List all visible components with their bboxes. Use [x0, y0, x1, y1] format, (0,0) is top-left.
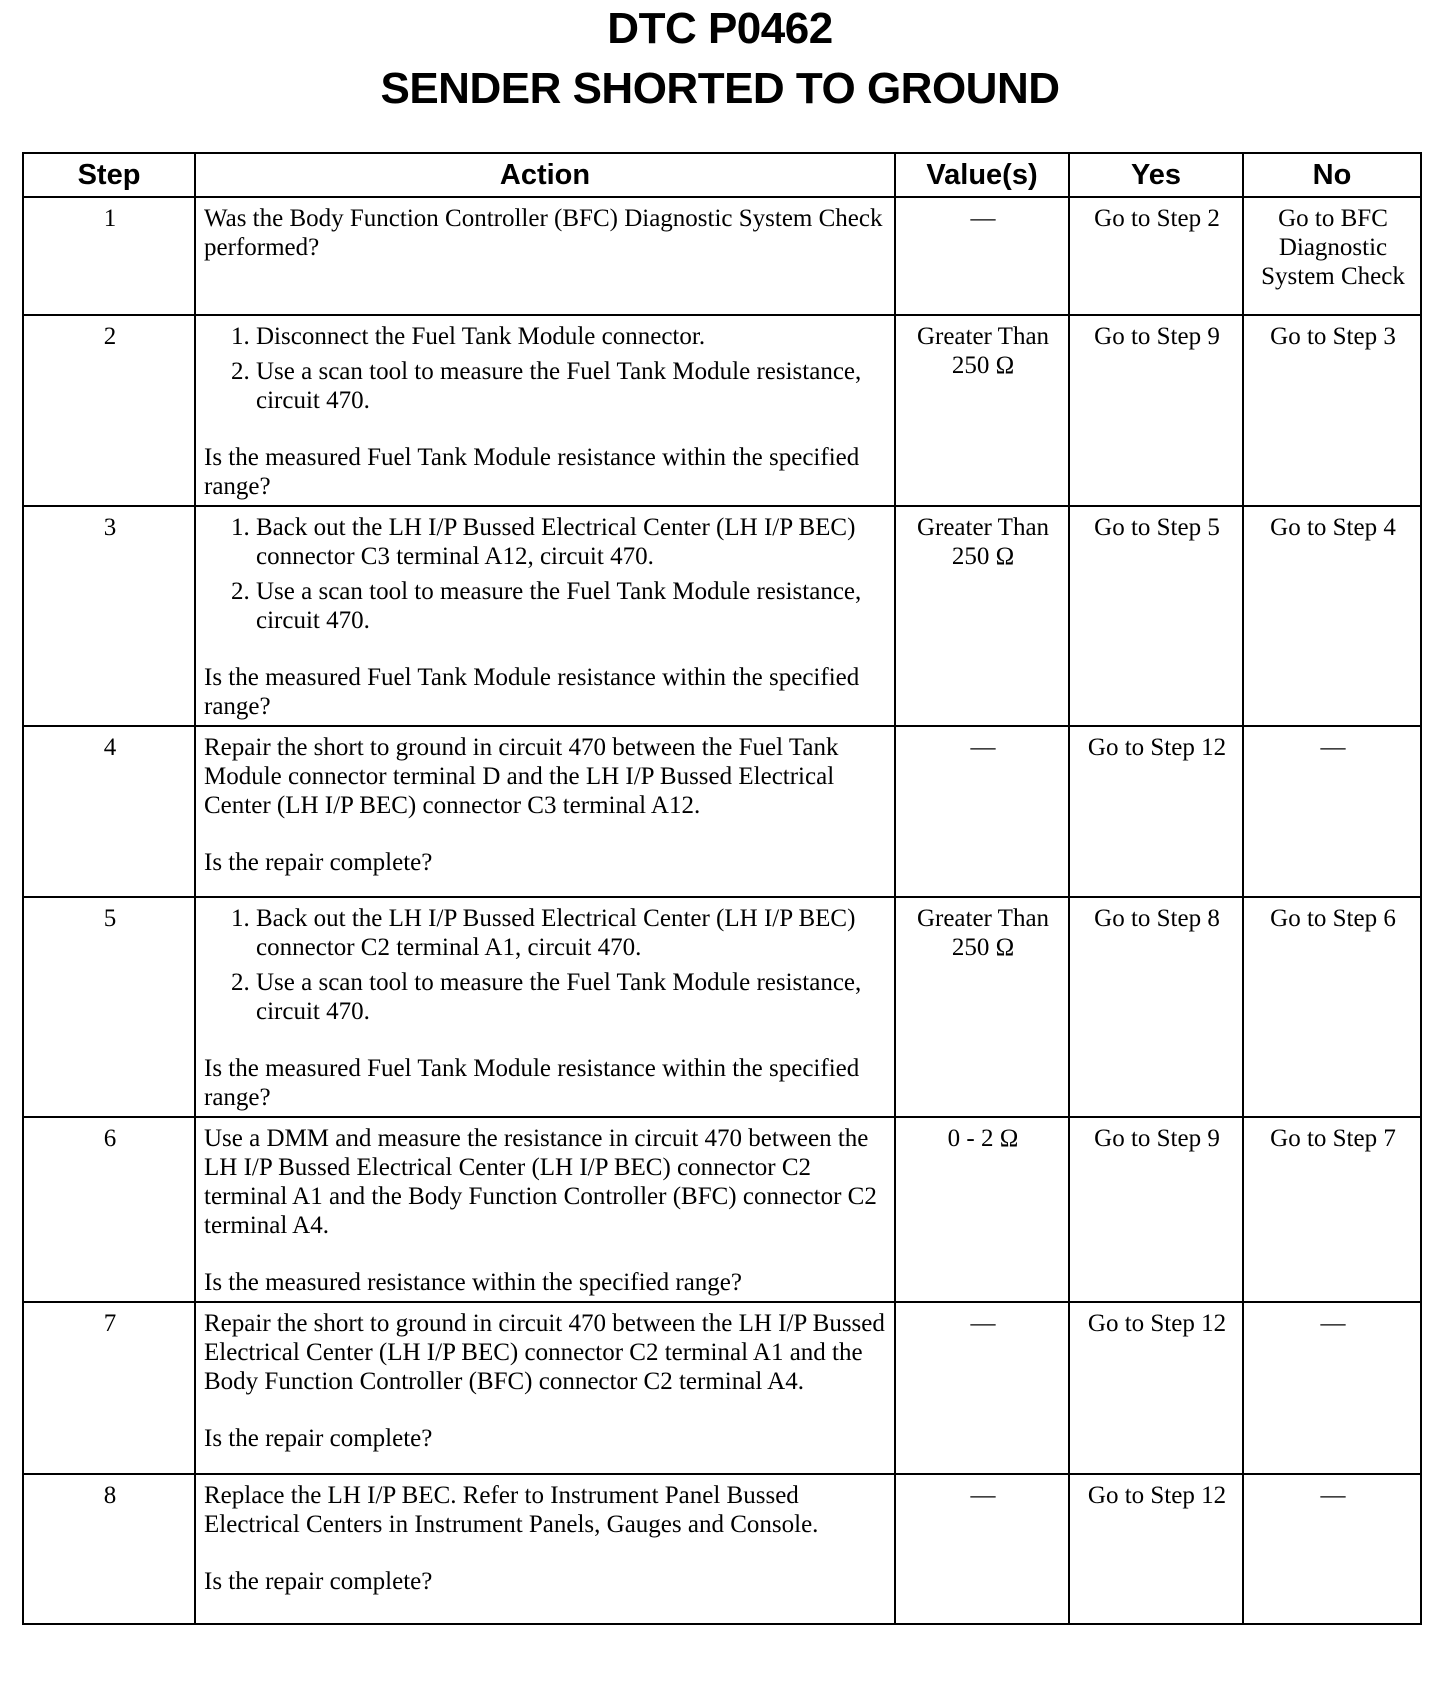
table-row — [23, 197, 1421, 315]
step-number: 7 — [23, 1302, 195, 1474]
no-cell: Go to Step 6 — [1243, 897, 1421, 1117]
action-steps-list — [204, 904, 888, 1026]
action-text: Replace the LH I/P BEC. Refer to Instrument Panel Bussed Electrical Centers in Instrument Panels, Gauges and Console. — [204, 1482, 819, 1538]
table-row — [23, 506, 1421, 726]
action-text: Was the Body Function Controller (BFC) Diagnostic System Check performed? — [204, 205, 883, 261]
value-cell: Greater Than 250 Ω — [895, 506, 1069, 726]
table-row — [23, 897, 1421, 1117]
no-cell: Go to Step 4 — [1243, 506, 1421, 726]
action-text: Repair the short to ground in circuit 470 between the LH I/P Bussed Electrical Center (LH I/P BEC) connector C2 terminal A1 and the Body Function Controller (BFC) connector C2 terminal A4. — [204, 1310, 885, 1395]
no-cell: Go to BFC Diagnostic System Check — [1243, 197, 1421, 315]
value-cell: — — [895, 726, 1069, 897]
yes-cell: Go to Step 8 — [1069, 897, 1243, 1117]
step-number: 3 — [23, 506, 195, 726]
action-cell — [195, 315, 895, 506]
step-number: 6 — [23, 1117, 195, 1302]
value-cell: Greater Than 250 Ω — [895, 315, 1069, 506]
table-row — [23, 315, 1421, 506]
diagnostic-table — [22, 152, 1422, 1625]
action-step-item: 1. Back out the LH I/P Bussed Electrical Center (LH I/P BEC) connector C3 terminal A12, circuit 470. — [256, 513, 888, 571]
step-number: 8 — [23, 1474, 195, 1624]
action-step-item: 2. Use a scan tool to measure the Fuel Tank Module resistance, circuit 470. — [256, 968, 888, 1026]
action-cell — [195, 897, 895, 1117]
table-row — [23, 726, 1421, 897]
yes-cell: Go to Step 2 — [1069, 197, 1243, 315]
action-question: Is the repair complete? — [204, 1568, 433, 1595]
yes-cell: Go to Step 9 — [1069, 315, 1243, 506]
no-cell: Go to Step 3 — [1243, 315, 1421, 506]
table-header-row — [23, 153, 1421, 197]
column-header-step: Step — [23, 153, 195, 197]
action-question: Is the repair complete? — [204, 1425, 433, 1452]
column-header-action: Action — [195, 153, 895, 197]
action-steps-list — [204, 513, 888, 635]
action-question: Is the measured Fuel Tank Module resistance within the specified range? — [204, 664, 860, 720]
yes-cell: Go to Step 12 — [1069, 1302, 1243, 1474]
action-text: Repair the short to ground in circuit 470 between the Fuel Tank Module connector terminal D and the LH I/P Bussed Electrical Center (LH I/P BEC) connector C3 terminal A12. — [204, 734, 839, 819]
yes-cell: Go to Step 12 — [1069, 1474, 1243, 1624]
action-text: Use a DMM and measure the resistance in circuit 470 between the LH I/P Bussed Electrical Center (LH I/P BEC) connector C2 terminal A1 and the Body Function Controller (BFC) connector C2 terminal A4. — [204, 1125, 877, 1239]
table-row — [23, 1302, 1421, 1474]
no-cell: — — [1243, 1474, 1421, 1624]
page-subtitle: SENDER SHORTED TO GROUND — [380, 64, 1060, 113]
action-cell — [195, 1302, 895, 1474]
step-number: 5 — [23, 897, 195, 1117]
page-title: DTC P0462 — [607, 4, 833, 53]
no-cell: — — [1243, 726, 1421, 897]
action-steps-list — [204, 322, 888, 415]
action-step-item: 2. Use a scan tool to measure the Fuel Tank Module resistance, circuit 470. — [256, 577, 888, 635]
action-question: Is the measured Fuel Tank Module resistance within the specified range? — [204, 444, 860, 500]
yes-cell: Go to Step 9 — [1069, 1117, 1243, 1302]
action-step-item: 2. Use a scan tool to measure the Fuel Tank Module resistance, circuit 470. — [256, 357, 888, 415]
no-cell: Go to Step 7 — [1243, 1117, 1421, 1302]
value-cell: 0 - 2 Ω — [895, 1117, 1069, 1302]
column-header-yes: Yes — [1069, 153, 1243, 197]
action-step-item: 1. Disconnect the Fuel Tank Module connector. — [256, 322, 888, 351]
step-number: 2 — [23, 315, 195, 506]
no-cell: — — [1243, 1302, 1421, 1474]
value-cell: — — [895, 1474, 1069, 1624]
yes-cell: Go to Step 12 — [1069, 726, 1243, 897]
action-step-item: 1. Back out the LH I/P Bussed Electrical Center (LH I/P BEC) connector C2 terminal A1, circuit 470. — [256, 904, 888, 962]
action-cell — [195, 726, 895, 897]
table-row — [23, 1474, 1421, 1624]
action-cell — [195, 506, 895, 726]
column-header-values: Value(s) — [895, 153, 1069, 197]
action-cell — [195, 1117, 895, 1302]
table-row — [23, 1117, 1421, 1302]
step-number: 1 — [23, 197, 195, 315]
value-cell: — — [895, 197, 1069, 315]
value-cell: — — [895, 1302, 1069, 1474]
action-question: Is the measured Fuel Tank Module resistance within the specified range? — [204, 1055, 860, 1111]
action-question: Is the repair complete? — [204, 849, 433, 876]
action-cell — [195, 1474, 895, 1624]
step-number: 4 — [23, 726, 195, 897]
yes-cell: Go to Step 5 — [1069, 506, 1243, 726]
column-header-no: No — [1243, 153, 1421, 197]
action-question: Is the measured resistance within the specified range? — [204, 1269, 742, 1296]
action-cell — [195, 197, 895, 315]
value-cell: Greater Than 250 Ω — [895, 897, 1069, 1117]
